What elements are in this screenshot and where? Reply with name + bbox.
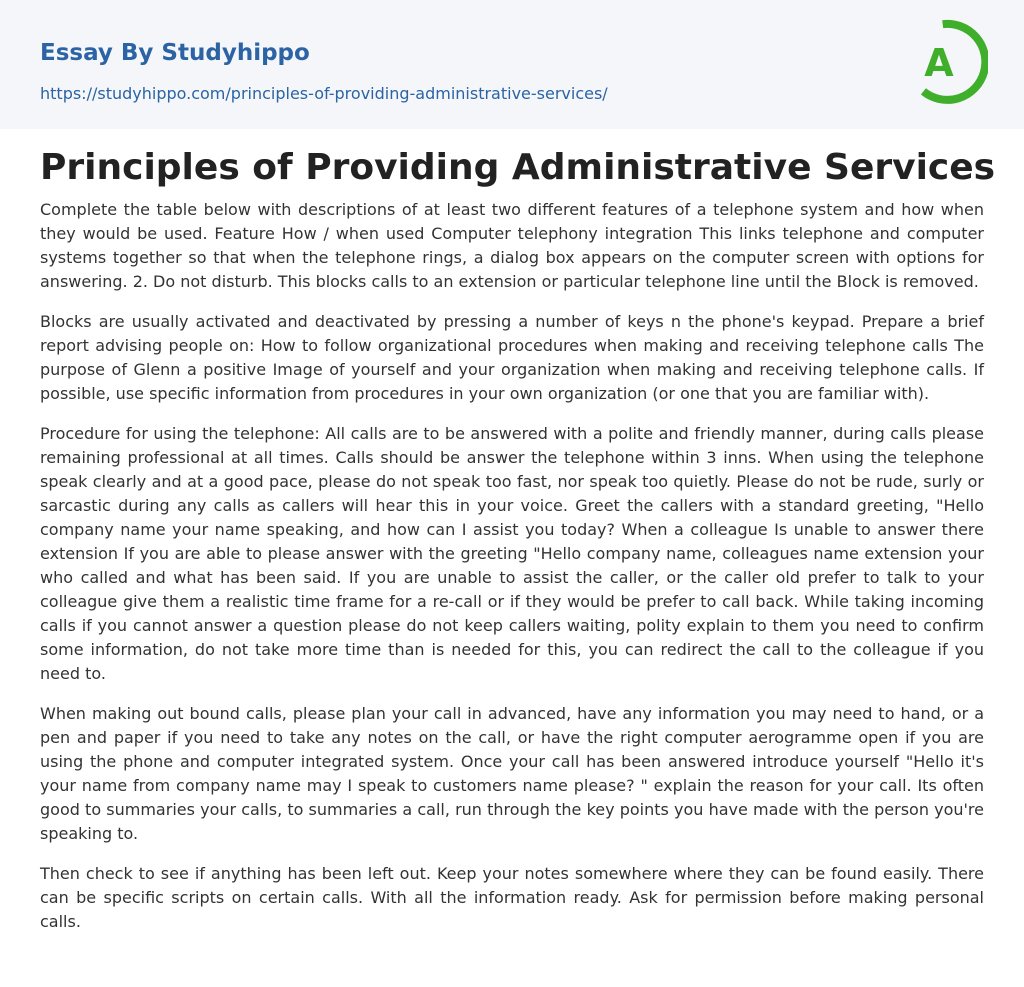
page-title: Principles of Providing Administrative Services [40, 147, 996, 188]
page-url-link[interactable]: https://studyhippo.com/principles-of-providing-administrative-services/ [40, 84, 608, 103]
brand-title[interactable]: Essay By Studyhippo [40, 40, 310, 66]
article-paragraph: Procedure for using the telephone: All calls are to be answered with a polite and friendly manner, during calls please remaining professional at all times. Calls should be answer the telephone within 3 inns. When using the telephone speak clearly and at a good pace, please do not speak too fast, nor speak too quietly. Please do not be rude, surly or sarcastic during any calls as callers will hear this in your voice. Greet the callers with a standard greeting, "Hello company name your name speaking, and how can I assist you today? When a colleague Is unable to answer there extension If you are able to please answer with the greeting "Hello company name, colleagues name extension your who called and what has been said. If you are unable to assist the caller, or the caller old prefer to talk to your colleague give them a realistic time frame for a re-call or if they would be prefer to call back. While taking incoming calls if you cannot answer a question please do not keep callers waiting, polity explain to them you need to confirm some information, do not take more time than is needed for this, you can redirect the call to the colleague if you need to. [40, 424, 984, 683]
article-paragraph: Blocks are usually activated and deactivated by pressing a number of keys n the phone's keypad. Prepare a brief report advising people on: How to follow organizational procedures when making and receiving telephone calls The purpose of Glenn a positive Image of yourself and your organization when making and receiving telephone calls. If possible, use specific information from procedures in your own organization (or one that you are familiar with). [40, 312, 984, 403]
logo-letter: A [924, 41, 954, 85]
article-paragraph: When making out bound calls, please plan your call in advanced, have any information you may need to hand, or a pen and paper if you need to take any notes on the call, or have the right computer aerogramme open if you are using the phone and computer integrated system. Once your call has been answered introduce yourself "Hello it's your name from company name may I speak to customers name please? " explain the reason for your call. Its often good to summaries your calls, to summaries a call, run through the key points you have made with the person you're speaking to. [40, 704, 984, 843]
article-paragraph: Then check to see if anything has been left out. Keep your notes somewhere where they can be found easily. There can be specific scripts on certain calls. With all the information ready. Ask for permission before making personal calls. [40, 864, 984, 931]
studyhippo-logo-icon[interactable] [910, 18, 988, 106]
site-header [0, 0, 1024, 129]
article-paragraph: Complete the table below with descriptions of at least two different features of a telephone system and how when they would be used. Feature How / when used Computer telephony integration This links telephone and computer systems together so that when the telephone rings, a dialog box appears on the computer screen with options for answering. 2. Do not disturb. This blocks calls to an extension or particular telephone line until the Block is removed. [40, 200, 984, 291]
article [40, 146, 996, 950]
